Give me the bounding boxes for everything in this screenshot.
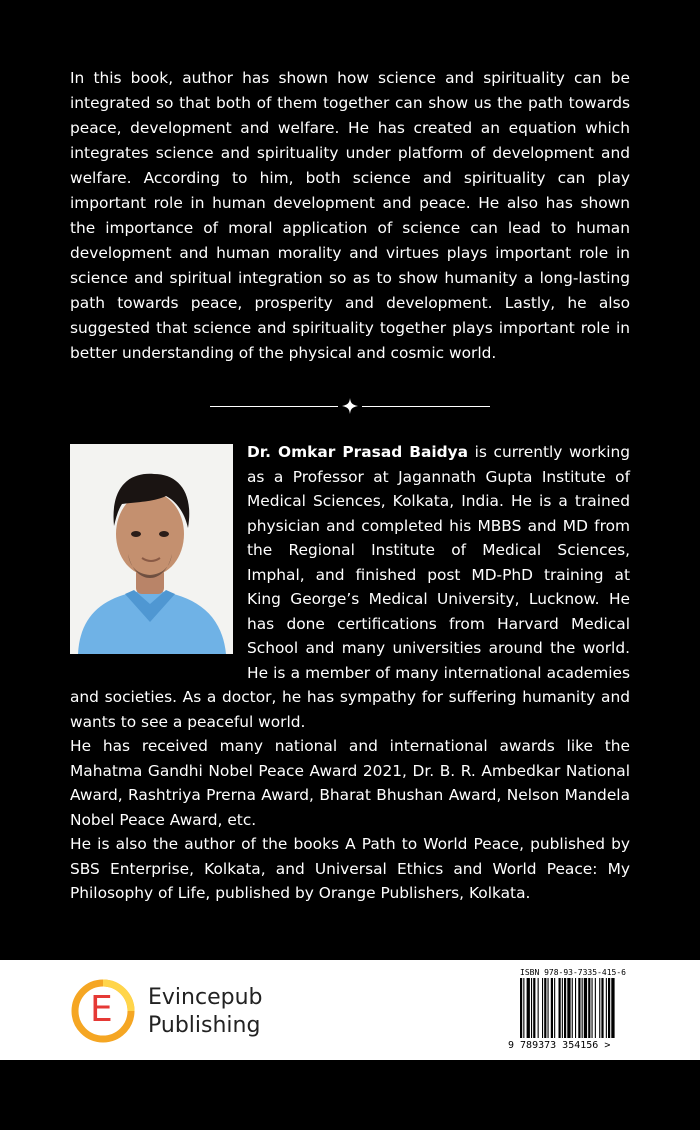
barcode-bar [559, 978, 561, 1038]
barcode-bar [523, 978, 524, 1038]
author-name: Dr. Omkar Prasad Baidya [247, 443, 469, 461]
barcode-bar [533, 978, 535, 1038]
barcode-bar [531, 978, 532, 1038]
barcode-bars [508, 978, 633, 1040]
author-photo [70, 444, 233, 654]
barcode-bar [538, 978, 539, 1038]
sparkle-icon [341, 398, 359, 414]
barcode-bar [567, 978, 570, 1038]
isbn-label: ISBN 978-93-7335-415-6 [520, 968, 626, 977]
author-bio-text: is currently working as a Professor at Jagannath Gupta Institute of Medical Sciences, Kolkata, India. He is a trained physician and completed his MBBS and MD from the Regional Institute of Medical Sciences, Imphal, and finished post MD-PhD training at King George’s Medical University, Lucknow. He has done certifications from Harvard Medical School and many universities around the world. He is a member of many international academies and societies. As a doctor, he has sympathy for suffering humanity and wants to see a peaceful world. [70, 443, 630, 731]
author-awards: He has received many national and international awards like the Mahatma Gandhi Nobel Peace Award 2021, Dr. B. R. Ambedkar National Award, Rashtriya Prerna Award, Bharat Bhushan Award, Nelson Mandela Nobel Peace Award, etc. [70, 737, 630, 829]
publisher-name-line2: Publishing [148, 1013, 261, 1038]
barcode-bar [572, 978, 573, 1038]
author-bio [70, 440, 630, 906]
barcode-bar [599, 978, 600, 1038]
barcode-bar [542, 978, 543, 1038]
ornament-divider [210, 398, 490, 414]
barcode-bar [527, 978, 530, 1038]
author-books: He is also the author of the books A Path to World Peace, published by SBS Enterprise, Kolkata, and Universal Ethics and World Peace: My Philosophy of Life, published by Orange Publishers, Kolkata. [70, 835, 630, 902]
barcode-bar [608, 978, 610, 1038]
barcode-bar [564, 978, 566, 1038]
barcode-bar [548, 978, 549, 1038]
publisher-logo-letter: E [90, 989, 113, 1030]
barcode-bar [544, 978, 546, 1038]
barcode-bar [551, 978, 553, 1038]
book-description: In this book, author has shown how science and spirituality can be integrated so that both of them together can show us the path towards peace, development and welfare. He has created an equation which integrates science and spirituality under platform of development and welfare. According to him, both science and spirituality can play important role in human development and peace. He also has shown the importance of moral application of science can lead to human development and human morality and virtues plays important role in science and spiritual integration so as to show humanity a long-lasting path towards peace, prosperity and development. Lastly, he also suggested that science and spirituality together plays important role in better understanding of the physical and cosmic world. [70, 69, 630, 362]
barcode-bar [575, 978, 576, 1038]
barcode-bar [520, 978, 522, 1038]
publisher-logo [70, 978, 300, 1044]
footer-band [0, 960, 700, 1060]
barcode-bar [562, 978, 563, 1038]
barcode-bar [554, 978, 555, 1038]
publisher-name-line1: Evincepub [148, 985, 263, 1010]
isbn-barcode [508, 968, 633, 1056]
barcode-bar [582, 978, 583, 1038]
barcode-bar [588, 978, 590, 1038]
barcode-bar [601, 978, 603, 1038]
barcode-bar [611, 978, 614, 1038]
barcode-bar [606, 978, 607, 1038]
barcode-bar [578, 978, 580, 1038]
barcode-bar [584, 978, 587, 1038]
barcode-bar [595, 978, 596, 1038]
barcode-bar [592, 978, 593, 1038]
isbn-digits: 9 789373 354156 > [508, 1040, 611, 1051]
